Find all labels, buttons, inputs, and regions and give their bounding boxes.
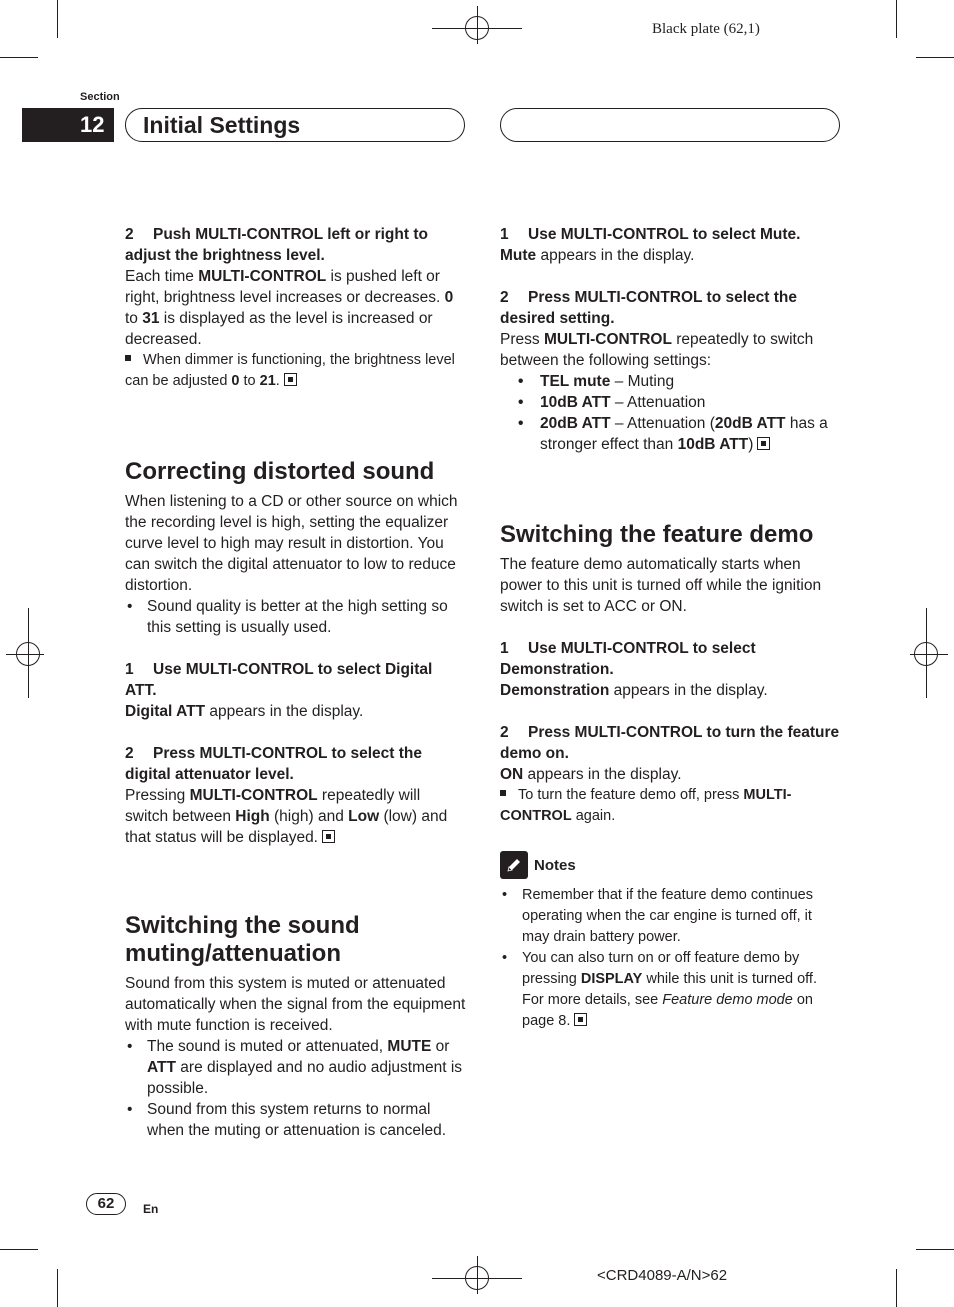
step-brightness: 2 Push MULTI-CONTROL left or right to adjust the brightness level. — [125, 226, 428, 264]
step-select-digital-att: 1 Use MULTI-CONTROL to select Digital ATT. — [125, 661, 433, 699]
crop-mark — [896, 1269, 897, 1307]
crop-mark — [0, 1249, 38, 1250]
step-select-mute: 1 Use MULTI-CONTROL to select Mute. — [500, 226, 801, 243]
heading-muting: Switching the sound muting/attenuation — [125, 912, 360, 967]
digital-att-paragraph: Digital ATT appears in the display. — [125, 703, 364, 720]
crop-mark — [916, 57, 954, 58]
distorted-paragraph: When listening to a CD or other source on which the recording level is high, setting the equalizer curve level to high may result in distortion. You can switch the digital attenuator to low to reduce distortion. — [125, 493, 458, 594]
step-demo-on: 2 Press MULTI-CONTROL to turn the feature demo on. — [500, 724, 840, 762]
brightness-note: When dimmer is functioning, the brightness level can be adjusted 0 to 21. — [125, 352, 455, 389]
crop-mark — [0, 57, 38, 58]
step-attenuator-level: 2 Press MULTI-CONTROL to select the digital attenuator level. — [125, 745, 422, 783]
notes-header: Notes — [500, 851, 842, 879]
demo-on-paragraph: ON appears in the display. — [500, 766, 682, 783]
list-item: • Sound from this system returns to normal when the muting or attenuation is canceled. — [125, 1099, 467, 1141]
heading-feature-demo: Switching the feature demo — [500, 521, 814, 548]
setting-paragraph: Press MULTI-CONTROL repeatedly to switch between the following settings: — [500, 331, 814, 369]
demo-paragraph: The feature demo automatically starts when power to this unit is turned off while the ignition switch is set to ACC or ON. — [500, 556, 822, 615]
crop-mark — [57, 0, 58, 38]
end-mark-icon — [574, 1013, 587, 1026]
crop-mark — [896, 0, 897, 38]
right-column — [500, 224, 842, 1032]
list-item: • 10dB ATT – Attenuation — [500, 392, 842, 413]
step-select-demonstration: 1 Use MULTI-CONTROL to select Demonstration. — [500, 640, 756, 678]
list-item: • You can also turn on or off feature demo by pressing DISPLAY while this unit is turned off. For more details, see Feature demo mode on page 8. — [500, 948, 842, 1032]
section-title: Initial Settings — [143, 112, 301, 138]
left-column — [125, 224, 467, 1141]
header-right-frame — [500, 108, 840, 142]
note-square-icon — [500, 790, 506, 796]
plate-label: Black plate (62,1) — [652, 21, 760, 37]
demonstration-paragraph: Demonstration appears in the display. — [500, 682, 768, 699]
section-number: 12 — [22, 108, 114, 142]
document-code: <CRD4089-A/N>62 — [597, 1267, 728, 1284]
heading-distorted-sound: Correcting distorted sound — [125, 458, 435, 485]
list-item: • The sound is muted or attenuated, MUTE or ATT are displayed and no audio adjustment is possible. — [125, 1036, 467, 1099]
list-item: • 20dB ATT – Attenuation (20dB ATT has a stronger effect than 10dB ATT) — [500, 413, 842, 455]
crop-mark — [57, 1269, 58, 1307]
language-label: En — [143, 1202, 159, 1216]
step-desired-setting: 2 Press MULTI-CONTROL to select the desired setting. — [500, 289, 797, 327]
muting-paragraph: Sound from this system is muted or attenuated automatically when the signal from the equipment with mute function is received. — [125, 975, 466, 1034]
pencil-icon — [500, 851, 528, 879]
note-square-icon — [125, 355, 131, 361]
section-label: Section — [80, 91, 120, 103]
page-number: 62 — [86, 1193, 126, 1215]
mute-paragraph: Mute appears in the display. — [500, 247, 695, 264]
end-mark-icon — [322, 830, 335, 843]
end-mark-icon — [757, 437, 770, 450]
crop-mark — [916, 1249, 954, 1250]
end-mark-icon — [284, 373, 297, 386]
attenuator-paragraph: Pressing MULTI-CONTROL repeatedly will switch between High (high) and Low (low) and that status will be displayed. — [125, 787, 448, 846]
list-item: • Sound quality is better at the high setting so this setting is usually used. — [125, 596, 467, 638]
brightness-paragraph: Each time MULTI-CONTROL is pushed left or right, brightness level increases or decreases. 0 to 31 is displayed as the level is increased or decreased. — [125, 268, 454, 348]
list-item: • Remember that if the feature demo continues operating when the car engine is turned off, it may drain battery power. — [500, 885, 842, 948]
list-item: • TEL mute – Muting — [500, 371, 842, 392]
demo-off-note: To turn the feature demo off, press MULTI-CONTROL again. — [500, 787, 792, 824]
